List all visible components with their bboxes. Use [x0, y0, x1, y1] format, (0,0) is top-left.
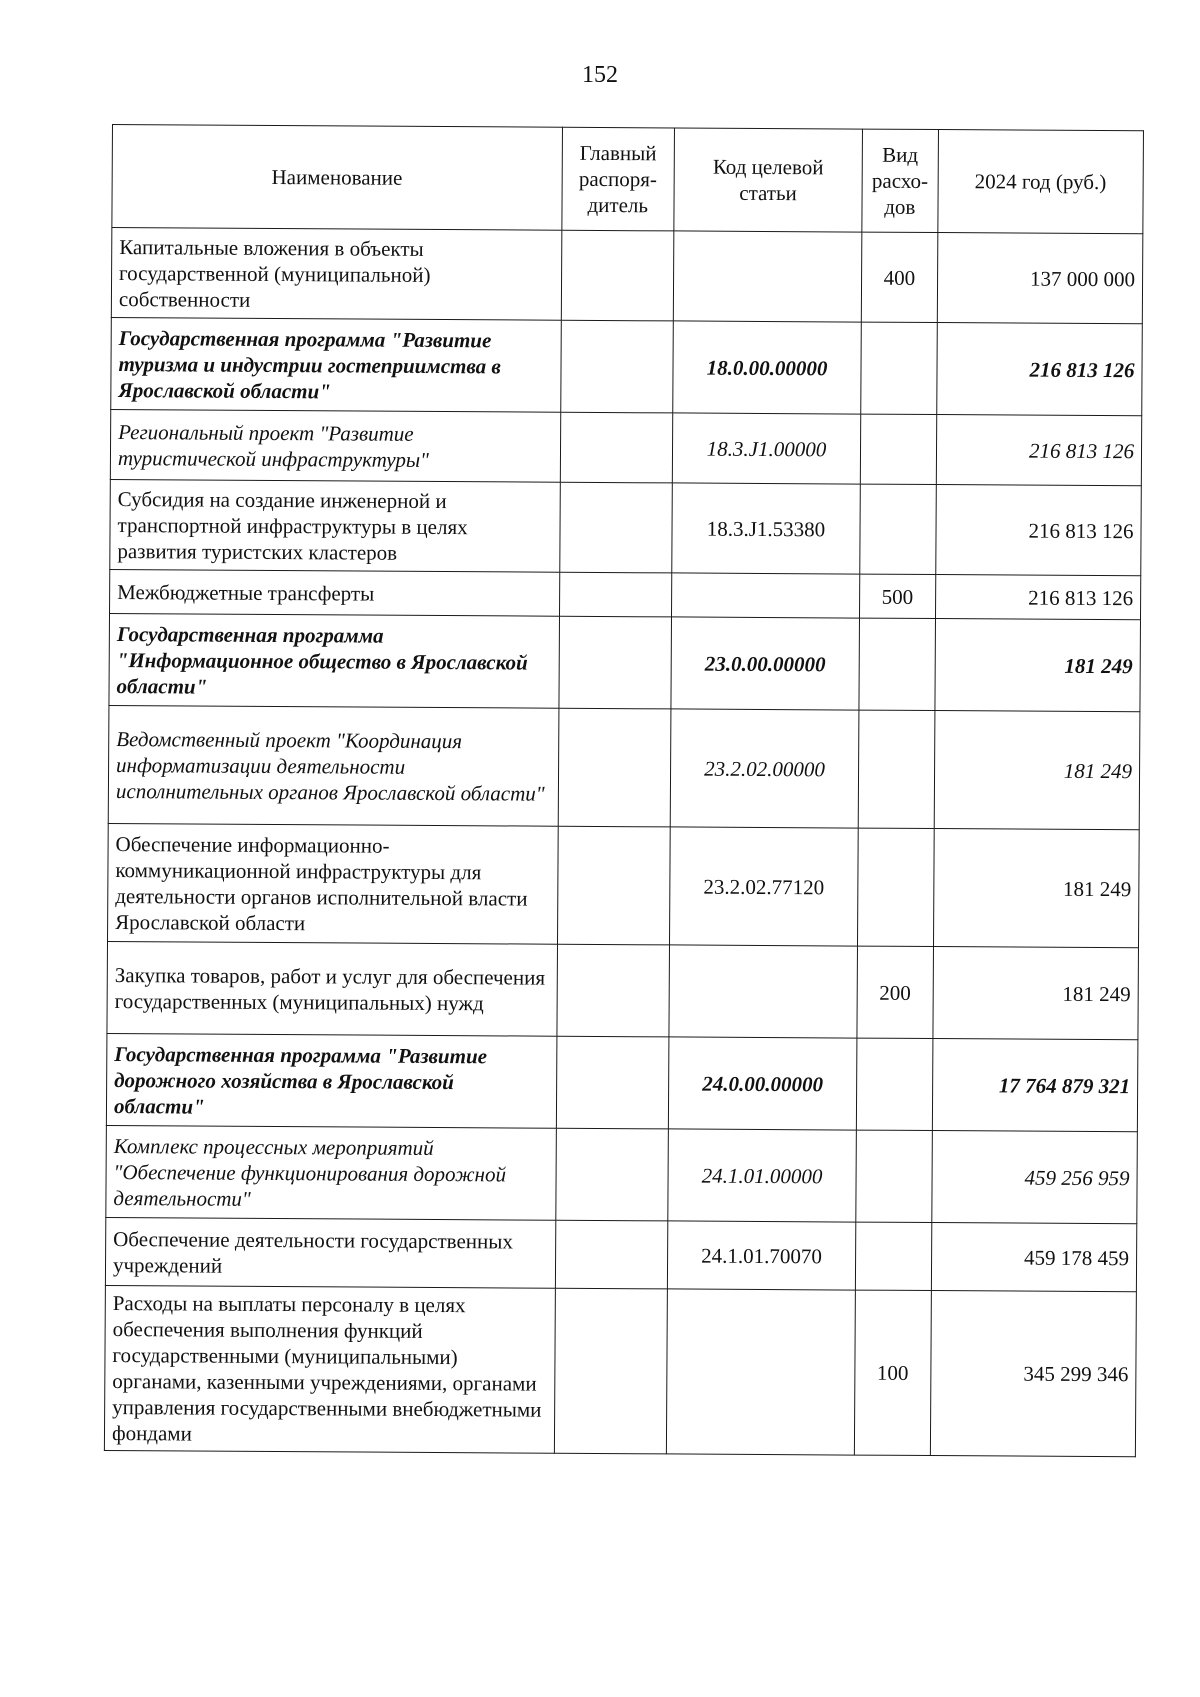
cell-amount: 17 764 879 321 [932, 1039, 1138, 1132]
page-number: 152 [582, 62, 618, 88]
cell-code [669, 945, 858, 1038]
cell-amount: 216 813 126 [936, 415, 1142, 486]
cell-type [861, 322, 937, 414]
table-row [110, 479, 1142, 575]
cell-amount: 216 813 126 [935, 485, 1141, 576]
header-type: Вид расхо-дов [862, 129, 938, 232]
cell-type [856, 1038, 932, 1130]
cell-type: 400 [861, 232, 937, 322]
cell-amount: 459 256 959 [931, 1131, 1137, 1224]
cell-code: 18.3.J1.00000 [672, 413, 860, 484]
cell-name: Обеспечение деятельности государственных учреждений [105, 1217, 555, 1288]
table-row [110, 569, 1141, 619]
cell-amount: 137 000 000 [937, 233, 1143, 324]
table-row [108, 705, 1140, 829]
cell-admin [560, 412, 673, 483]
cell-type [860, 414, 936, 484]
table-row [110, 409, 1141, 485]
cell-code [666, 1289, 855, 1455]
cell-code [671, 573, 859, 618]
cell-name: Комплекс процессных мероприятий "Обеспечение функционирования дорожной деятельности" [106, 1125, 556, 1220]
cell-name: Межбюджетные трансферты [110, 569, 560, 616]
cell-admin [555, 1220, 668, 1289]
cell-code: 24.0.00.00000 [668, 1037, 857, 1130]
cell-type [856, 1130, 932, 1222]
cell-admin [556, 1036, 669, 1129]
cell-admin [556, 944, 669, 1037]
cell-admin [559, 572, 672, 617]
cell-code: 23.2.02.00000 [670, 709, 859, 828]
table-body [104, 228, 1142, 1457]
cell-amount: 181 249 [934, 711, 1140, 830]
cell-admin [557, 826, 670, 945]
cell-admin [559, 616, 672, 709]
cell-name: Государственная программа "Развитие туризма и индустрии гостеприимства в Ярославской области" [111, 317, 561, 412]
header-admin: Главный распоря-дитель [561, 127, 674, 231]
table-row [109, 613, 1141, 711]
cell-code [673, 231, 862, 322]
cell-type: 200 [857, 946, 933, 1038]
cell-type [860, 484, 936, 574]
header-code: Код целевой статьи [674, 128, 863, 232]
table-row [107, 941, 1139, 1039]
cell-amount: 459 178 459 [931, 1223, 1137, 1292]
cell-type [855, 1222, 931, 1290]
table-row [111, 317, 1143, 415]
cell-amount: 181 249 [933, 947, 1139, 1040]
cell-admin [559, 482, 672, 573]
cell-name: Обеспечение информационно-коммуникационной инфраструктуры для деятельности органов исполнительной власти Ярославской области [108, 823, 558, 944]
cell-type [859, 618, 935, 710]
cell-name: Государственная программа "Информационное общество в Ярославской области" [109, 613, 559, 708]
cell-admin [561, 230, 674, 321]
cell-admin [554, 1288, 667, 1454]
cell-amount: 181 249 [935, 619, 1141, 712]
cell-amount: 345 299 346 [930, 1291, 1136, 1457]
cell-code: 24.1.01.70070 [667, 1221, 855, 1290]
cell-code: 23.2.02.77120 [669, 827, 858, 946]
table-row [108, 823, 1140, 947]
cell-admin [558, 708, 671, 827]
cell-amount: 216 813 126 [935, 575, 1141, 620]
table-row [106, 1125, 1138, 1223]
cell-code: 18.3.J1.53380 [672, 483, 861, 574]
table-row [106, 1033, 1138, 1131]
cell-type: 500 [859, 574, 935, 618]
cell-type: 100 [854, 1290, 931, 1455]
cell-admin [560, 320, 673, 413]
header-name: Наименование [112, 125, 562, 231]
budget-table [104, 124, 1144, 1457]
cell-admin [555, 1128, 668, 1221]
cell-name: Расходы на выплаты персоналу в целях обеспечения выполнения функций государственными (муниципальными) органами, казенными учреждениями, органами управления государственными внебюджетными фондами [104, 1285, 555, 1453]
table-header-row [112, 125, 1144, 234]
cell-amount: 216 813 126 [936, 323, 1142, 416]
table-row [111, 228, 1143, 324]
cell-name: Ведомственный проект "Координация информатизации деятельности исполнительных органов Ярославской области" [108, 705, 558, 826]
cell-code: 23.0.00.00000 [671, 617, 860, 710]
cell-name: Субсидия на создание инженерной и транспортной инфраструктуры в целях развития туристских кластеров [110, 479, 560, 572]
table-row [104, 1285, 1136, 1456]
cell-amount: 181 249 [933, 829, 1139, 948]
cell-code: 24.1.01.00000 [668, 1129, 857, 1222]
cell-type [857, 828, 933, 946]
cell-name: Региональный проект "Развитие туристической инфраструктуры" [110, 409, 560, 482]
cell-code: 18.0.00.00000 [673, 321, 862, 414]
cell-name: Государственная программа "Развитие дорожного хозяйства в Ярославской области" [106, 1033, 556, 1128]
table-row [105, 1217, 1136, 1291]
cell-name: Закупка товаров, работ и услуг для обеспечения государственных (муниципальных) нужд [107, 941, 557, 1036]
cell-name: Капитальные вложения в объекты государственной (муниципальной) собственности [111, 228, 561, 321]
header-amount: 2024 год (руб.) [937, 130, 1143, 234]
cell-type [858, 710, 934, 828]
